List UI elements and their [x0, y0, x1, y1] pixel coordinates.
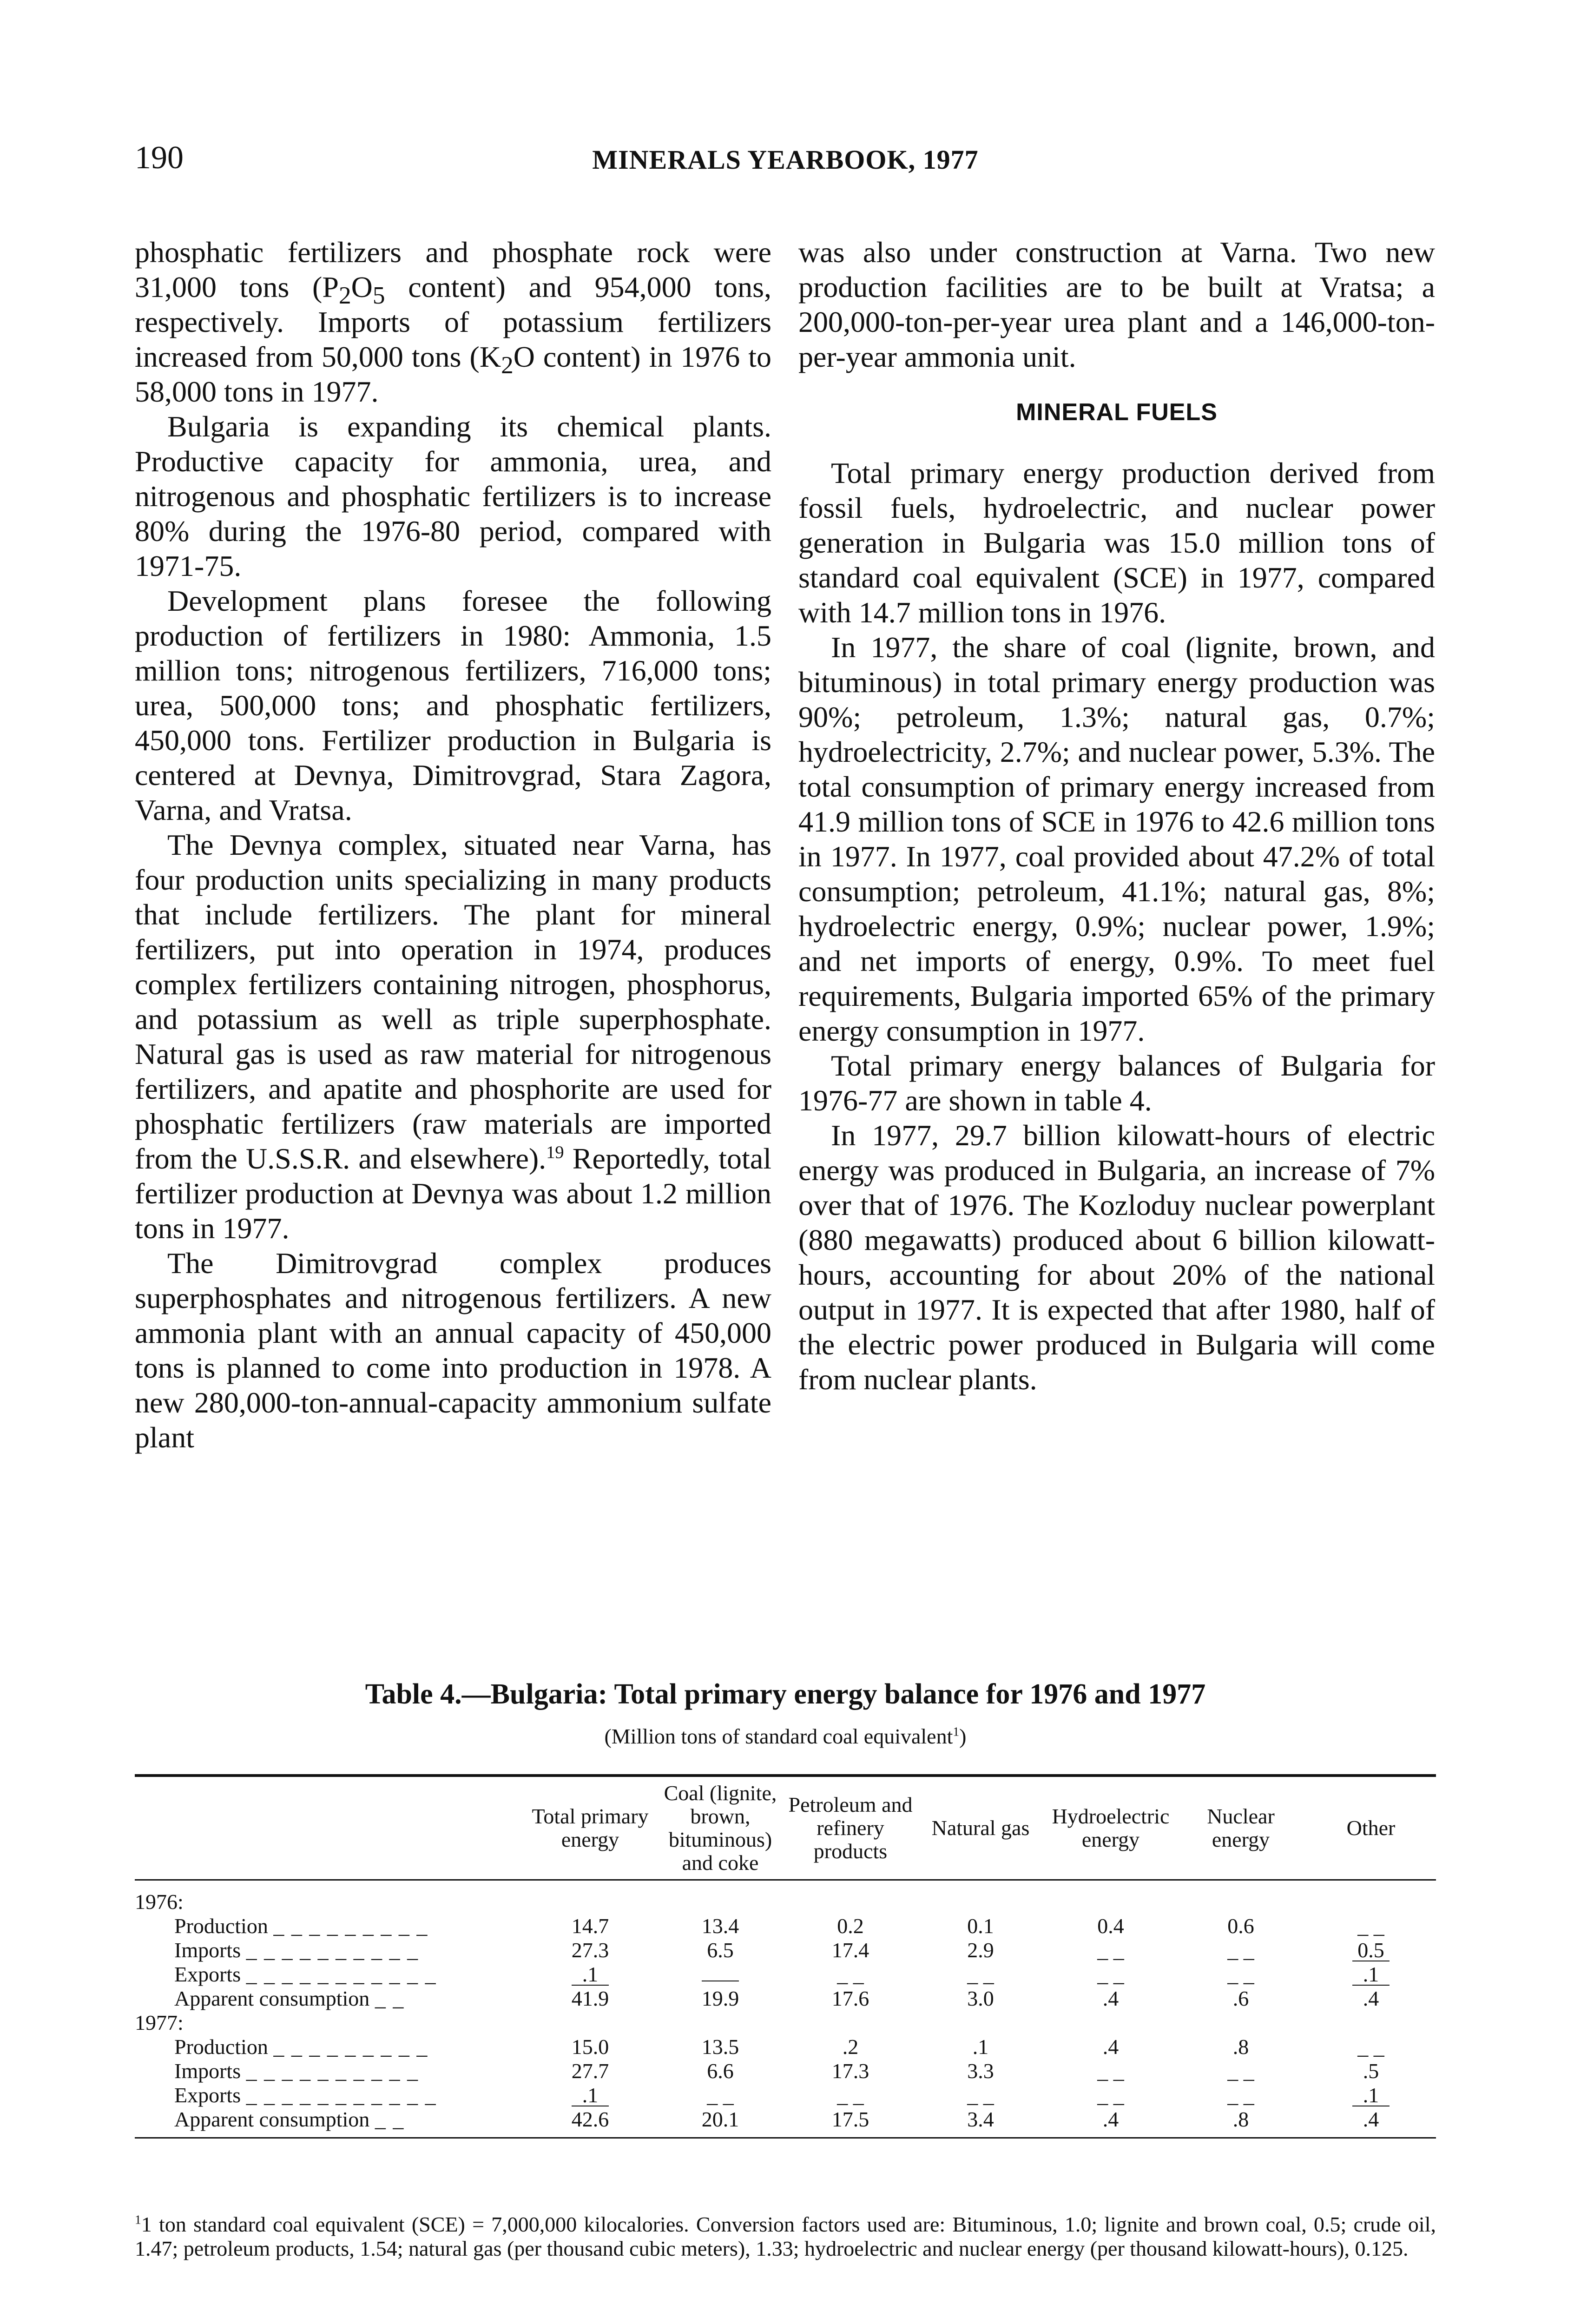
table-year-row: 1977:	[135, 2011, 1436, 2035]
table-cell: 27.7	[571, 2059, 609, 2083]
table-cell	[135, 1881, 1436, 1890]
left-paragraph-1: phosphatic fertilizers and phosphate rock were 31,000 tons ($P_2O_5$ content) and 954,000 tons, respectively. Imports of potassium fertilizers increased from 50,000 tons ($K_2O$ content) in 1976 to 58,000 tons in 1977.	[135, 236, 772, 408]
table-footnote: $^1$1 ton standard coal equivalent (SCE) = 7,000,000 kilocalories. Conversion factors used are: Bituminous, 1.0; lignite and brown coal, 0.5; crude oil, 1.47; petroleum products, 1.54; natural gas (per thousand cubic meters), 1.33; hydroelectric and nuclear energy (per thousand kilowatt-hours), 0.125.	[135, 2212, 1436, 2260]
table-cell: .1	[1306, 2083, 1436, 2107]
table-cell: .1	[972, 2035, 989, 2059]
table-cell	[655, 1962, 785, 1987]
right-paragraph-2: Total primary energy production derived from fossil fuels, hydroelectric, and nuclear power generation in Bulgaria was 15.0 million tons of standard coal equivalent (SCE) in 1977, compared with 14.7 million tons in 1976.	[798, 456, 1435, 629]
table-column-header: Other	[1346, 1816, 1396, 1840]
table-cell: 14.7	[571, 1914, 609, 1938]
table-cell: .1	[525, 2083, 655, 2107]
table-cell: 41.9	[571, 1987, 609, 2010]
table-column-header: Coal (lignite, brown, bituminous) and coke	[664, 1781, 777, 1875]
section-heading: MINERAL FUELS	[1016, 399, 1218, 426]
table-cell	[525, 1890, 1436, 1914]
left-paragraph-5: The Dimitrovgrad complex produces superphosphates and nitrogenous fertilizers. A new ammonia plant with an annual capacity of 450,000 tons is planned to come into production in 1978. A new 280,000-ton-annual-capacity ammonium sulfate plant	[135, 1247, 771, 1454]
table-cell: 3.3	[967, 2059, 994, 2083]
running-title: MINERALS YEARBOOK, 1977	[592, 145, 979, 175]
table-cell: .4	[1102, 1987, 1119, 2010]
table-cell: 0.2	[837, 1914, 864, 1938]
table-cell: 0.4	[1097, 1914, 1124, 1938]
right-column	[798, 235, 1435, 1397]
table-cell: 0.6	[1227, 1914, 1254, 1938]
table-row: Imports _ _ _ _ _ _ _ _ _ _ 27.7 6.6 17.3 3.3 _ _ _ _ .5	[135, 2059, 1436, 2083]
table-cell: 27.3	[571, 1938, 609, 1962]
table-cell: .1	[1306, 1962, 1436, 1987]
table-cell: 17.4	[831, 1938, 869, 1962]
table-cell: 3.0	[967, 1987, 994, 2010]
table-row: Production _ _ _ _ _ _ _ _ _ 14.7 13.4 0.2 0.1 0.4 0.6 _ _	[135, 1914, 1436, 1938]
table-cell: 15.0	[571, 2035, 609, 2059]
table-row: Apparent consumption _ _ 42.6 20.1 17.5 3.4 .4 .8 .4	[135, 2107, 1436, 2132]
table-cell	[525, 2011, 1436, 2035]
table-cell: 3.4	[967, 2107, 994, 2131]
table-cell: 19.9	[701, 1987, 739, 2010]
table-cell: .5	[1363, 2059, 1379, 2083]
table-cell: _ _	[837, 2083, 864, 2107]
table-row: Exports _ _ _ _ _ _ _ _ _ _ _ .1 _ _ _ _ _ _ _ _ _ _ .1	[135, 2083, 1436, 2107]
table-cell: .4	[1363, 1987, 1379, 2010]
table-row: Imports _ _ _ _ _ _ _ _ _ _ 27.3 6.5 17.4 2.9 _ _ _ _ 0.5	[135, 1938, 1436, 1962]
energy-balance-table	[135, 1777, 1436, 2132]
table-column-header: Hydroelectric energy	[1052, 1804, 1170, 1851]
right-paragraph-1: was also under construction at Varna. Two new production facilities are to be built at Vratsa; a 200,000-ton-per-year urea plant and a 146,000-ton-per-year ammonia unit.	[798, 236, 1435, 373]
table-cell: .4	[1102, 2035, 1119, 2059]
left-column	[135, 235, 771, 1455]
left-paragraph-2: Bulgaria is expanding its chemical plants. Productive capacity for ammonia, urea, and nitrogenous and phosphatic fertilizers is to increase 80% during the 1976-80 period, compared with 1971-75.	[135, 410, 771, 582]
table-column-header: Petroleum and refinery products	[788, 1793, 913, 1863]
table-cell: .8	[1232, 2107, 1249, 2131]
table-cell: _ _	[1097, 1938, 1124, 1962]
right-paragraph-5: In 1977, 29.7 billion kilowatt-hours of electric energy was produced in Bulgaria, an increase of 7% over that of 1976. The Kozloduy nuclear powerplant (880 megawatts) produced about 6 billion kilowatt-hours, accounting for about 20% of the national output in 1977. It is expected that after 1980, half of the electric power produced in Bulgaria will come from nuclear plants.	[798, 1119, 1435, 1396]
table-cell: .1	[525, 1962, 655, 1987]
right-paragraph-3: In 1977, the share of coal (lignite, brown, and bituminous) in total primary energy production was 90%; petroleum, 1.3%; natural gas, 0.7%; hydroelectricity, 2.7%; and nuclear power, 5.3%. The total consumption of primary energy increased from 41.9 million tons of SCE in 1976 to 42.6 million tons in 1977. In 1977, coal provided about 47.2% of total consumption; petroleum, 41.1%; natural gas, 8%; hydroelectric energy, 0.9%; nuclear power, 1.9%; and net imports of energy, 0.9%. To meet fuel requirements, Bulgaria imported 65% of the primary energy consumption in 1977.	[798, 631, 1435, 1047]
table-cell: 2.9	[967, 1938, 994, 1962]
table-cell: .8	[1232, 2035, 1249, 2059]
table-cell: 6.6	[707, 2059, 734, 2083]
table-year-row: 1976:	[135, 1890, 1436, 1914]
footnote-marker: 1	[135, 2212, 141, 2227]
table-cell: .4	[1363, 2107, 1379, 2131]
table-cell: _ _	[1357, 2035, 1384, 2059]
table-cell: _ _	[967, 1962, 994, 1986]
table-title: Table 4.—Bulgaria: Total primary energy balance for 1976 and 1977	[365, 1678, 1206, 1710]
table-cell: _ _	[1227, 1962, 1254, 1986]
left-paragraph-4: The Devnya complex, situated near Varna, has four production units specializing in many products that include fertilizers. The plant for mineral fertilizers, put into operation in 1974, produces complex fertilizers containing nitrogen, phosphorus, and potassium as well as triple superphosphate. Natural gas is used as raw material for nitrogenous fertilizers, and apatite and phosphorite are used for phosphatic fertilizers (raw materials are imported from the U.S.S.R. and elsewhere).$^{19}$ Reportedly, total fertilizer production at Devnya was about 1.2 million tons in 1977.	[135, 828, 772, 1245]
right-paragraph-4: Total primary energy balances of Bulgaria for 1976-77 are shown in table 4.	[798, 1049, 1435, 1117]
table-cell: .4	[1102, 2107, 1119, 2131]
table-row: Production _ _ _ _ _ _ _ _ _ 15.0 13.5 .2 .1 .4 .8 _ _	[135, 2035, 1436, 2059]
table-cell: 0.5	[1306, 1938, 1436, 1962]
table-bottom-rule	[135, 2137, 1436, 2139]
table-column-header: Total primary energy	[532, 1804, 649, 1851]
table-cell: 17.3	[831, 2059, 869, 2083]
left-paragraph-3: Development plans foresee the following production of fertilizers in 1980: Ammonia, 1.5 million tons; nitrogenous fertilizers, 716,000 tons; urea, 500,000 tons; and phosphatic fertilizers, 450,000 tons. Fertilizer production in Bulgaria is centered at Devnya, Dimitrovgrad, Stara Zagora, Varna, and Vratsa.	[135, 584, 771, 826]
table-cell: _ _	[1097, 1962, 1124, 1986]
table-cell: .2	[842, 2035, 859, 2059]
table-cell: 13.5	[701, 2035, 739, 2059]
table-cell: .6	[1232, 1987, 1249, 2010]
table-cell: 42.6	[571, 2107, 609, 2131]
table-cell: 0.1	[967, 1914, 994, 1938]
table-cell: _ _	[1357, 1914, 1384, 1938]
table-cell: _ _	[967, 2083, 994, 2107]
table-cell: 6.5	[707, 1938, 734, 1962]
energy-balance-table-block	[135, 1678, 1436, 2139]
table-header-row	[135, 1777, 1436, 1879]
table-cell: _ _	[1227, 1938, 1254, 1962]
table-row: Exports _ _ _ _ _ _ _ _ _ _ _ .1 _ _ _ _ _ _ _ _ .1	[135, 1962, 1436, 1987]
table-cell: 17.6	[831, 1987, 869, 2010]
footnote-reference: 19	[546, 1142, 564, 1162]
table-cell: _ _	[1097, 2083, 1124, 2107]
table-row: Apparent consumption _ _ 41.9 19.9 17.6 3.0 .4 .6 .4	[135, 1987, 1436, 2011]
table-subtitle: (Million tons of standard coal equivalent$^1$)	[604, 1724, 967, 1748]
table-cell: _ _	[1097, 2059, 1124, 2083]
table-cell: 13.4	[701, 1914, 739, 1938]
table-column-header: Natural gas	[931, 1816, 1030, 1840]
table-cell: 20.1	[701, 2107, 739, 2131]
table-column-header: Nuclear energy	[1207, 1804, 1275, 1851]
table-cell: 17.5	[831, 2107, 869, 2131]
table-cell: _ _	[1227, 2083, 1254, 2107]
page-header	[135, 139, 1436, 195]
table-cell: _ _	[1227, 2059, 1254, 2083]
table-cell: _ _	[707, 2083, 734, 2107]
table-header-blank	[135, 1777, 525, 1879]
page-number: 190	[135, 140, 184, 176]
table-cell: _ _	[837, 1962, 864, 1986]
